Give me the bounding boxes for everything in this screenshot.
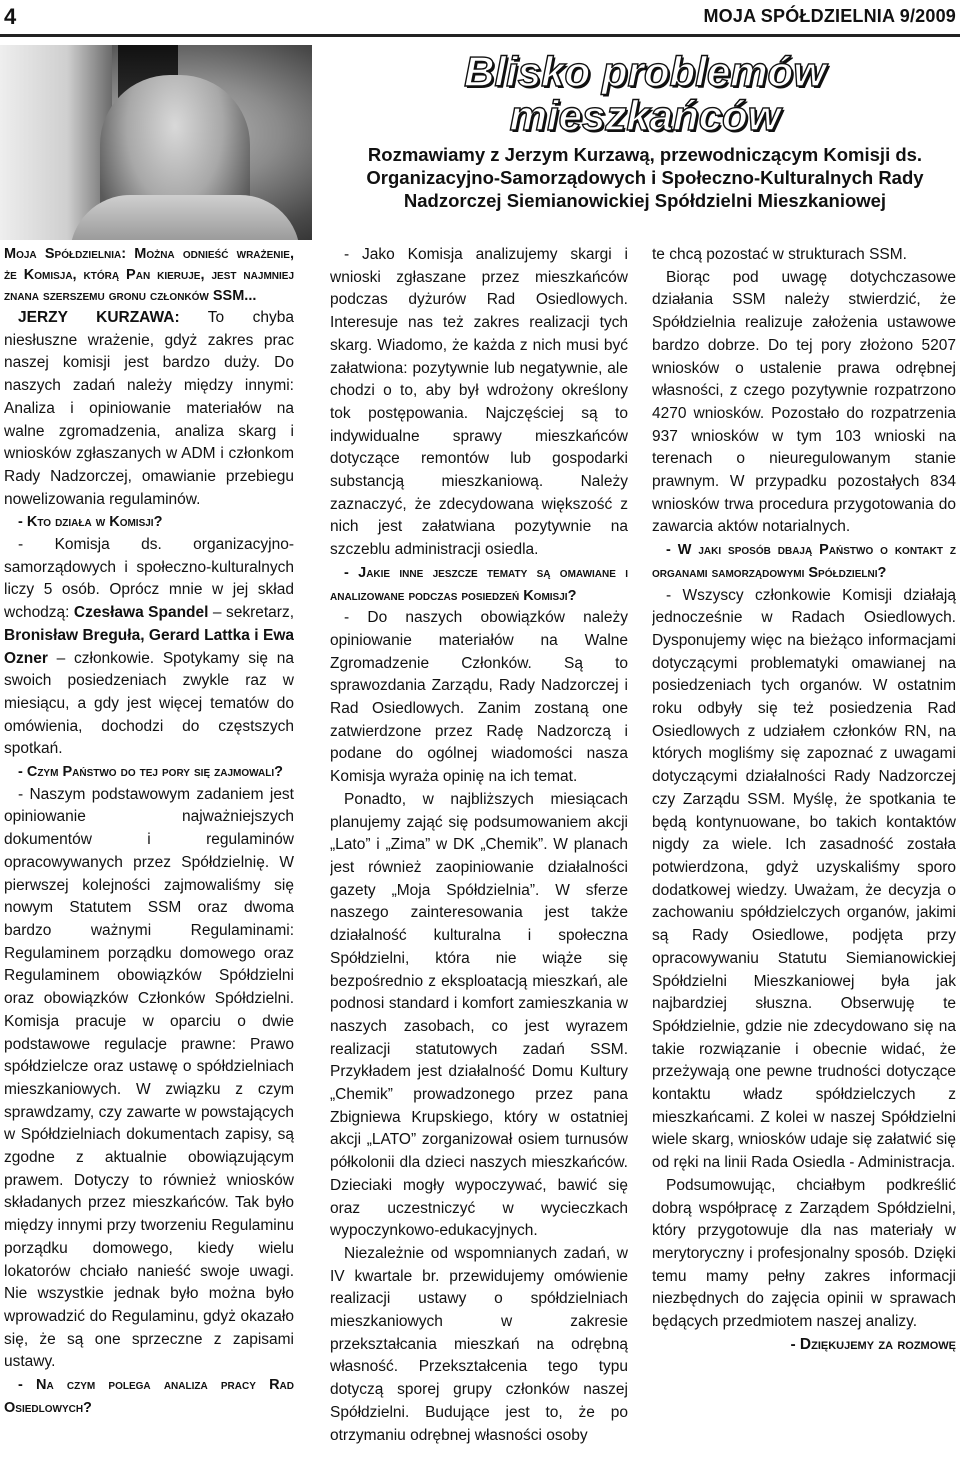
question-2: - Kto działa w Komisji? [18,514,163,531]
column-3 [652,244,956,1474]
interviewee-photo [0,45,312,240]
speaker-name: JERZY KURZAWA: [18,309,180,326]
article-title: Blisko problemów mieszkańców [464,48,826,139]
column-1 [4,244,294,1474]
paragraph-continuation: te chcą pozostać w strukturach SSM. [652,246,907,263]
question-3: - Czym Państwo do tej pory się zajmowali? [18,764,283,781]
answer-2-name-2: Bronisław Breguła, Gerard Lattka i Ewa Ozner [4,626,294,667]
answer-2-text-c: – członkowie. Spotykamy się na swoich posiedzeniach zwykle raz w miesiącu, a gdy jest więcej tematów do omówienia, dochodzi do częstszych spotkań. [4,649,294,758]
photo-person-shirt [70,195,300,240]
question-1: Moja Spółdzielnia: Można odnieść wrażenie, że Komisja, którą Pan kieruje, jest najmniej znana szerszemu gronu członków SSM... [4,246,294,304]
page-number: 4 [4,4,17,29]
answer-2-text-a: - Komisja ds. organizacyjno-samorządowych i społeczno-kulturalnych liczy 5 osób. Oprócz mnie w jej skład wchodzą: [4,536,294,622]
answer-3: - Naszym podstawowym zadaniem jest opiniowanie najważniejszych dokumentów i regulaminów opracowywanych przez Spółdzielnię. W pierwszej kolejności zajmowaliśmy się nowym Statutem SSM oraz dwoma bardzo ważnymi Regulaminami: Regulaminem porządku domowego oraz Regulaminem obowiązków Spółdzielni oraz obowiązków Członków Spółdzielni. Komisja pracuje w oparciu o dwie podstawowe regulacje prawne: Prawo spółdzielcze oraz ustawę o spółdzielniach mieszkaniowych. W związku z czym sprawdzamy, czy zawarte w powstających w Spółdzielniach dokumentach zapisy, są zgodne z aktualnie obowiązującym prawem. Dotyczy to również wniosków składanych przez mieszkańców. Tak było między innymi przy tworzeniu Regulaminu porządku domowego, kiedy wielu lokatorów chciało nanieść swoje uwagi. Nie wszystkie jednak było można było wprowadzić do Regulaminu, gdyż okazało się, że są one sprzeczne z zapisami ustawy. [4,785,294,1371]
question-4: - Na czym polega analiza pracy Rad Osiedlowych? [4,1377,294,1416]
answer-1 [4,307,294,511]
answer-5: - Do naszych obowiązków należy opiniowanie materiałów na Walne Zgromadzenie Członków. Są to sprawozdania Zarządu, Rady Nadzorczej i Rad Osiedlowych. Zanim zostaną one zatwierdzone przez Radę Nadzorczą i podane do ogólnej wiadomości nasza Komisja wyraża opinię na ich temat. [330,609,628,786]
answer-6: - Wszyscy członkowie Komisji działają jednocześnie w Radach Osiedlowych. Dysponujemy więc na bieżąco informacjami dotyczącymi problematyki omawianej na posiedzeniach tych organów. W ostatnim roku odbyły się też posiedzenia Rad Osiedlowych z udziałem członków RN, na których mogliśmy się zapoznać z uwagami dotyczącymi działalności Rady Nadzorczej czy Zarządu SSM. Myślę, że spotkania te będą kontynuowane, bo takich kontaktów nigdy za wiele. Ich zasadność została potwierdzona, gdyż uzyskaliśmy sporo dodatkowej wiedzy. Uważam, że decyzja o zachowaniu spółdzielczych organów, jakimi są Rady Osiedlowe, podjęta przy opracowywaniu Statutu Siemianowickiej Spółdzielni Mieszkaniowej była jak najbardziej słuszna. Obserwuję te Spółdzielnie, gdzie nie zdecydowano się na takie rozwiązanie i obecnie widać, że przeżywają one pewne trudności dotyczące kontaktu władz spółdzielczych z mieszkańcami. Z kolei w naszej Spółdzielni wiele skarg, wniosków udaje się załatwić się od ręki na linii Rada Osiedla - Administracja. [652,586,956,1172]
column-2 [330,244,628,1474]
article-subtitle: Rozmawiamy z Jerzym Kurzawą, przewodniczącym Komisji ds. Organizacyjno-Samorządowych i Społeczno-Kulturalnych Rady Nadzorczej Siemianowickiej Spółdzielni Mieszkaniowej [366,144,924,211]
page-header [0,0,960,37]
answer-4: - Jako Komisja analizujemy skargi i wnioski zgłaszane przez mieszkańców podczas dyżurów Rad Osiedlowych. Interesuje nas też zakres realizacji tych skarg. Wiadomo, że każda z nich musi być załatwiona: pozytywnie lub negatywnie, ale chodzi o to, aby był wdrożony określony tok postępowania. Najczęściej są to indywidualne sprawy mieszkańców dotyczące remontów lub gospodarki substancją mieszkaniową. Należy zaznaczyć, że zdecydowana większość z nich jest załatwiana pozytywnie na szczeblu administracji osiedla. [330,246,628,559]
paragraph-summary: Podsumowując, chciałbym podkreślić dobrą współpracę z Zarządem Spółdzielni, który przygotowuje dla nas materiały w merytoryczny i profesjonalny sposób. Dzięki temu mamy pełny zakres informacji niezbędnych do zajęcia opinii w sprawach będących przedmiotem naszej analizy. [652,1176,956,1331]
magazine-issue: MOJA SPÓŁDZIELNIA 9/2009 [703,6,956,26]
answer-2-text-b: – sekretarz, [208,604,294,622]
question-6: - W jaki sposób dbają Państwo o kontakt z organami samorządowymi Spółdzielni? [652,542,956,581]
paragraph-2: Ponadto, w najbliższych miesiącach planujemy zająć się podsumowaniem akcji „Lato” i „Zima” w DK „Chemik”. W planach jest również zaopiniowanie działalności gazety „Moja Spółdzielnia”. W sferze naszego zainteresowania jest także działalność kulturalna i społeczna Spółdzielni, która nie wiąże się bezpośrednio z eksploatacją mieszkań, ale podnosi standard i komfort zamieszkania w naszych zasobach, co jest wyrazem realizacji statutowych zadań SSM. Przykładem jest działalność Domu Kultury „Chemik” prowadzonego przez pana Zbigniewa Krupskiego, który w ostatniej akcji „LATO” zorganizował osiem turnusów półkolonii dla dzieci naszych mieszkańców. Dzieciaki mogły wypoczywać, bawić się oraz uczestniczyć w wycieczkach wypoczynkowo-edukacyjnych. [330,790,628,1240]
answer-2-name-1: Czesława Spandel [73,604,209,622]
answer-1-text: To chyba niesłuszne wrażenie, gdyż zakres prac naszej komisji jest bardzo duży. Do naszych zadań należy między innymi: Analiza i opiniowanie materiałów na walne zgromadzenia, analiza skarg i wniosków zgłaszanych w ADM i członkom Rady Nadzorczej, omawianie przebiegu nowelizowania regulaminów. [4,309,294,508]
question-5: - Jakie inne jeszcze tematy są omawiane i analizowane podczas posiedzeń Komisji? [330,564,628,604]
closing-thanks: - Dziękujemy za rozmowę [790,1335,956,1353]
paragraph-3: Niezależnie od wspomnianych zadań, w IV kwartale br. przewidujemy omówienie realizacji ustawy o spółdzielniach mieszkaniowych w zakresie przekształcania mieszkań na odrębną własność. Przekształcenia tego typu dotyczą sporej grupy członków naszej Spółdzielni. Budujące jest to, że po otrzymaniu odrębnej własności osoby [330,1244,628,1444]
answer-2 [4,534,294,761]
paragraph-statistics: Biorąc pod uwagę dotychczasowe działania SSM należy stwierdzić, że Spółdzielnia realizuje założenia ustawowe bardzo dobrze. Do tej pory złożono 5207 wniosków o ustalenie prawa odrębnej własności, z czego pozytywnie rozpatrzono 4270 wniosków. Pozostało do rozpatrzenia 937 wniosków w tym 103 wnioski na terenach o nieuregulowanym stanie prawnym. W przypadku pozostałych 834 wniosków trwa procedura przygotowania do zawarcia aktów notarialnych. [652,268,956,536]
